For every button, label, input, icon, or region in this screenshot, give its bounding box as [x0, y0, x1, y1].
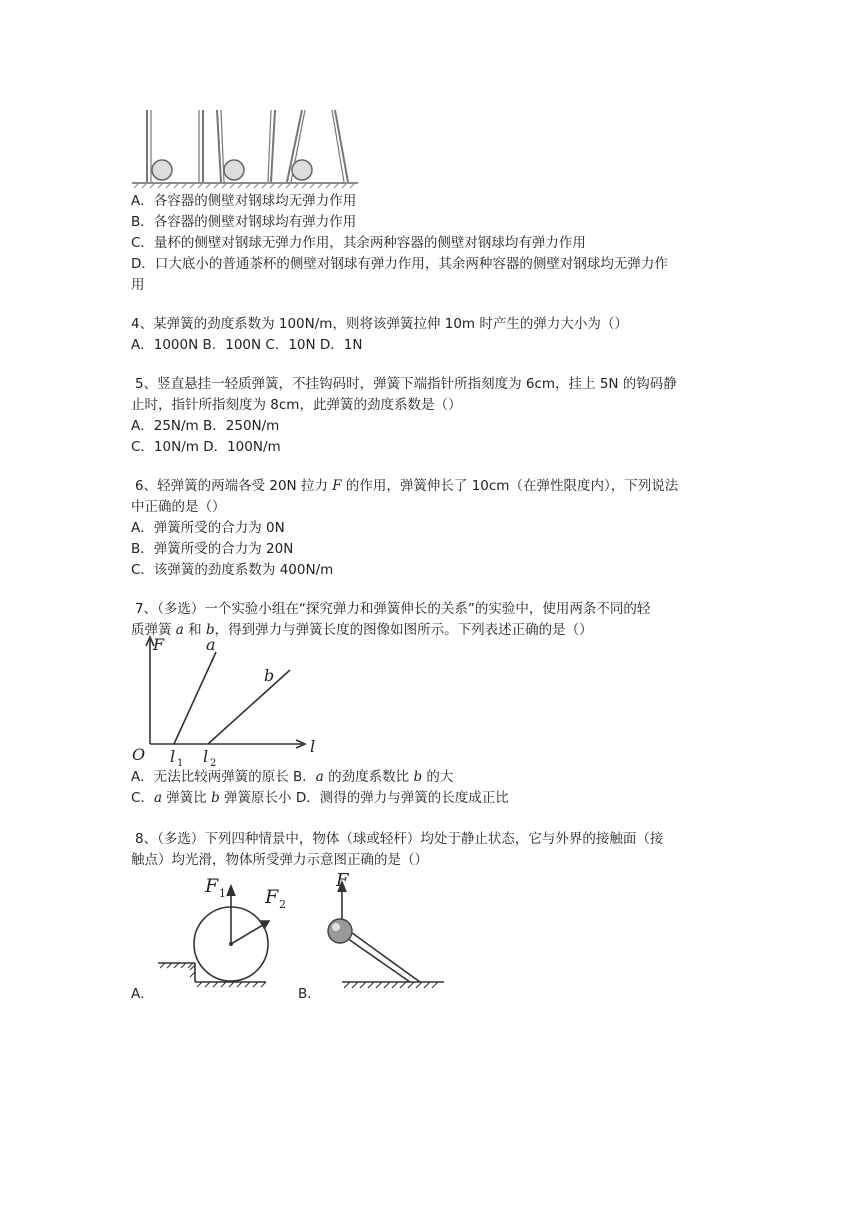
ball-3 — [292, 160, 312, 180]
tick-l2: l — [203, 747, 209, 766]
label-f2: F — [265, 886, 279, 908]
label-f2-sub: 2 — [279, 898, 286, 911]
q8-stem-1: 8、（多选）下列四种情景中，物体（球或轻杆）均处于静止状态，它与外界的接触面（接 — [135, 831, 664, 847]
line-label-a: a — [206, 635, 216, 654]
q3-option-b: B．各容器的侧壁对钢球均有弹力作用 — [131, 214, 357, 230]
q3-option-a: A．各容器的侧壁对钢球均无弹力作用 — [131, 193, 357, 209]
label-f1-sub: 1 — [219, 887, 226, 900]
q4-stem: 4、某弹簧的劲度系数为 100N/m，则将该弹簧拉伸 10m 时产生的弹力大小为（） — [131, 316, 628, 332]
q7-opt2-b: 弹簧比 — [162, 790, 212, 806]
q6-option-b: B．弹簧所受的合力为 20N — [131, 541, 294, 557]
q6-option-c: C．该弹簧的劲度系数为 400N/m — [131, 562, 334, 578]
axis-label-f: F — [153, 635, 165, 654]
q6-stem-2: 中正确的是（） — [131, 499, 226, 515]
tick-l1: l — [170, 747, 176, 766]
origin-label: O — [132, 745, 146, 764]
q7-force-length-graph — [128, 628, 328, 772]
q8-figure-b — [318, 870, 448, 996]
q4-options: A．1000N B．100N C．10N D．1N — [131, 337, 363, 353]
line-a — [174, 652, 216, 744]
q7-opt2-var-a: a — [153, 790, 162, 806]
q7-var-b: b — [205, 622, 215, 638]
containers-figure — [130, 106, 360, 188]
q5-stem-2: 止时，指针所指刻度为 8cm，此弹簧的劲度系数是（） — [131, 397, 462, 413]
q7-stem-2c: ，得到弹力与弹簧长度的图像如图所示。下列表述正确的是（） — [214, 622, 593, 638]
line-label-b: b — [264, 666, 275, 685]
q7-stem-2a: 质弹簧 — [131, 622, 176, 638]
tick-l1-sub: 1 — [177, 758, 184, 769]
q7-opt2-c: 弹簧原长小 D．测得的弹力与弹簧的长度成正比 — [219, 790, 509, 806]
ball — [328, 919, 352, 943]
q3-option-d-cont: 用 — [131, 277, 145, 293]
q7-opt2-a: C． — [131, 790, 154, 806]
q7-opt1-c: 的大 — [422, 769, 454, 785]
q7-opt1-b: 的劲度系数比 — [323, 769, 414, 785]
q6-option-a: A．弹簧所受的合力为 0N — [131, 520, 285, 536]
q8-label-a: A． — [131, 986, 154, 1002]
q7-stem-1: 7、（多选）一个实验小组在“探究弹力和弹簧伸长的关系”的实验中，使用两条不同的轻 — [135, 601, 651, 617]
q7-opt1-var-a: a — [315, 769, 324, 785]
q5-options-2: C．10N/m D．100N/m — [131, 439, 281, 455]
q5-options-1: A．25N/m B．250N/m — [131, 418, 280, 434]
q7-opt1-a: A．无法比较两弹簧的原长 B． — [131, 769, 316, 785]
q6-stem-1 — [135, 476, 678, 496]
ball-2 — [224, 160, 244, 180]
q8-stem-2: 触点）均光滑，物体所受弹力示意图正确的是（） — [131, 852, 428, 868]
q6-stem-1b: 的作用，弹簧伸长了 10cm（在弹性限度内），下列说法 — [341, 478, 679, 494]
q7-opt1-var-b: b — [413, 769, 423, 785]
q6-stem-1a: 6、轻弹簧的两端各受 20N 拉力 — [135, 478, 333, 494]
axis-label-l: l — [310, 737, 316, 756]
ball-1 — [152, 160, 172, 180]
q3-option-d: D．口大底小的普通茶杯的侧壁对钢球有弹力作用，其余两种容器的侧壁对钢球均无弹力作 — [131, 256, 668, 272]
q7-stem-2b: 和 — [183, 622, 206, 638]
q7-options-2 — [131, 788, 509, 808]
q7-opt2-var-b: b — [211, 790, 220, 806]
label-f: F — [336, 870, 349, 891]
label-f1: F — [205, 875, 219, 897]
rod-top — [348, 930, 420, 982]
q8-label-b: B． — [298, 986, 321, 1002]
rod-bottom — [344, 936, 410, 982]
q7-options-1 — [131, 767, 453, 787]
q6-var-f: F — [332, 478, 342, 494]
q5-stem-1: 5、竖直悬挂一轻质弹簧，不挂钩码时，弹簧下端指针所指刻度为 6cm，挂上 5N 的钩码静 — [135, 376, 677, 392]
q7-var-a: a — [175, 622, 184, 638]
q3-option-c: C．量杯的侧壁对钢球无弹力作用，其余两种容器的侧壁对钢球均有弹力作用 — [131, 235, 586, 251]
q8-figure-a — [150, 870, 286, 1000]
line-b — [208, 670, 290, 744]
tick-l2-sub: 2 — [210, 758, 217, 769]
